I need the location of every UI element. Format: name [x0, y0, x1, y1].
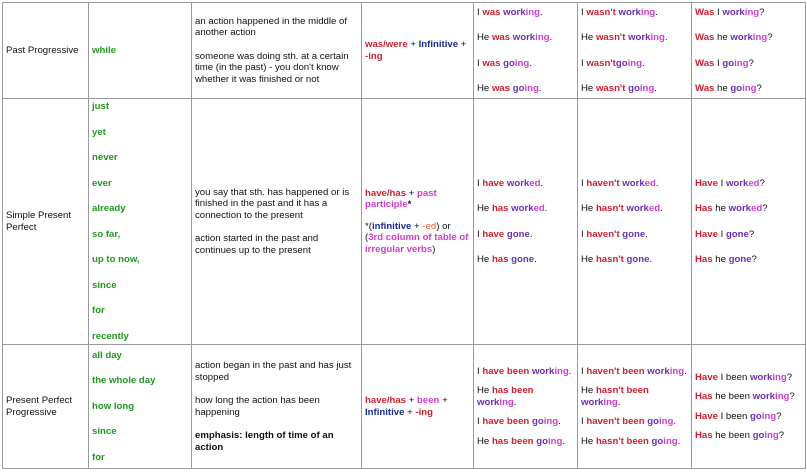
usage-text: someone was doing sth. at a certain time (in the past) - you don't know whether it was finished or not — [195, 50, 349, 85]
example-sentence: I have been working. — [477, 365, 572, 377]
negative-cell — [578, 99, 692, 345]
example-sentence: He wasn't working. — [581, 32, 668, 43]
negative-cell — [578, 3, 692, 99]
example-sentence: Have I gone? — [695, 228, 755, 240]
example-sentence: Have I worked? — [695, 177, 765, 189]
example-sentence: I have worked. — [477, 177, 544, 189]
signal-word: the whole day — [92, 375, 156, 387]
signal-word: yet — [92, 126, 106, 138]
usage-text: you say that sth. has happened or is finished in the past and it has a connection to the present — [195, 186, 350, 221]
usage-cell — [192, 99, 362, 345]
signal-word: while — [92, 44, 116, 56]
usage-cell — [192, 345, 362, 469]
form-plus: + — [458, 39, 467, 50]
example-sentence: I was going. — [477, 57, 532, 69]
example-sentence: I have gone. — [477, 228, 533, 240]
signal-word: so far, — [92, 228, 121, 240]
signal-word: just — [92, 101, 110, 112]
example-sentence: Was he going? — [695, 83, 762, 94]
example-sentence: He hasn't been working. — [581, 385, 649, 408]
signal-word: since — [92, 426, 117, 438]
example-sentence: Has he worked? — [695, 203, 768, 214]
affirmative-cell — [474, 99, 578, 345]
signal-words-cell — [89, 345, 192, 469]
example-sentence: He hasn't been going. — [581, 435, 681, 447]
signal-word: all day — [92, 349, 122, 361]
example-sentence: He was working. — [477, 32, 553, 43]
example-sentence: He has been going. — [477, 435, 565, 447]
form-suffix: -ing — [365, 50, 383, 62]
example-sentence: I haven't been working. — [581, 365, 687, 377]
example-sentence: Was he working? — [695, 32, 773, 43]
signal-word: up to now, — [92, 254, 140, 265]
example-sentence: He wasn't going. — [581, 83, 657, 94]
table-row — [3, 3, 806, 99]
affirmative-cell — [474, 3, 578, 99]
example-sentence: He has gone. — [477, 254, 537, 265]
affirmative-cell — [474, 345, 578, 469]
form-cell — [362, 345, 474, 469]
example-sentence: He has worked. — [477, 203, 548, 214]
signal-words-cell — [89, 99, 192, 345]
usage-text: an action happened in the middle of another action — [195, 15, 348, 39]
example-sentence: I wasn't working. — [581, 6, 658, 18]
form-plus: + — [407, 39, 419, 50]
example-sentence: Was I working? — [695, 6, 765, 18]
example-sentence: I wasn'tgoing. — [581, 57, 645, 69]
table-row — [3, 99, 806, 345]
tense-name-cell — [3, 3, 89, 99]
signal-word: since — [92, 279, 117, 291]
example-sentence: Have I been working? — [695, 371, 793, 383]
example-sentence: I have been going. — [477, 416, 561, 428]
signal-words-cell — [89, 3, 192, 99]
example-sentence: Has he gone? — [695, 254, 757, 265]
form-plus: + — [406, 395, 418, 406]
question-cell — [692, 345, 806, 469]
usage-text: action started in the past and continues up to the present — [195, 233, 319, 256]
signal-word: for — [92, 451, 105, 463]
form-cell — [362, 99, 474, 345]
usage-text: action began in the past and has just stopped — [195, 360, 352, 383]
example-sentence: Has he been going? — [695, 430, 785, 441]
tense-name-cell — [3, 345, 89, 469]
example-sentence: I haven't gone. — [581, 228, 648, 240]
table-row — [3, 345, 806, 469]
signal-word: already — [92, 203, 126, 214]
tenses-table — [2, 2, 806, 469]
example-sentence: I haven't been going. — [581, 416, 677, 428]
usage-text: how long the action has been happening — [195, 395, 320, 418]
signal-word: never — [92, 152, 118, 163]
form-plus: + — [439, 395, 448, 406]
tense-name-cell — [3, 99, 89, 345]
example-sentence: He hasn't worked. — [581, 203, 663, 214]
example-sentence: He hasn't gone. — [581, 254, 653, 265]
negative-cell — [578, 345, 692, 469]
tense-name: Past Progressive — [6, 44, 79, 56]
usage-cell — [192, 3, 362, 99]
example-sentence: Has he been working? — [695, 391, 795, 402]
question-cell — [692, 3, 806, 99]
example-sentence: He was going. — [477, 83, 542, 94]
form-been: been — [417, 395, 440, 406]
example-sentence: Was I going? — [695, 57, 754, 69]
tense-name: Present Perfect Progressive — [6, 395, 73, 418]
example-sentence: I was working. — [477, 6, 543, 18]
form-aux: have/has — [365, 395, 407, 406]
usage-emphasis: emphasis: length of time of an action — [195, 430, 334, 453]
form-infinitive: Infinitive — [365, 406, 405, 418]
form-suffix: -ing — [415, 406, 433, 418]
form-note: *(infinitive + -ed) or (3rd column of table of irregular verbs) — [365, 220, 469, 255]
signal-word: for — [92, 305, 105, 316]
question-cell — [692, 99, 806, 345]
form-plus: + — [404, 406, 416, 418]
form-infinitive: Infinitive — [418, 39, 459, 50]
form-aux: was/were — [365, 39, 408, 50]
tense-name: Simple Present Perfect — [6, 210, 72, 233]
example-sentence: I haven't worked. — [581, 177, 659, 189]
form-rule: have/has + past participle* — [365, 187, 437, 211]
form-cell — [362, 3, 474, 99]
example-sentence: Have I been going? — [695, 410, 782, 422]
signal-word: recently — [92, 330, 129, 342]
signal-word: ever — [92, 177, 112, 189]
example-sentence: He has been working. — [477, 385, 534, 408]
signal-word: how long — [92, 400, 135, 412]
